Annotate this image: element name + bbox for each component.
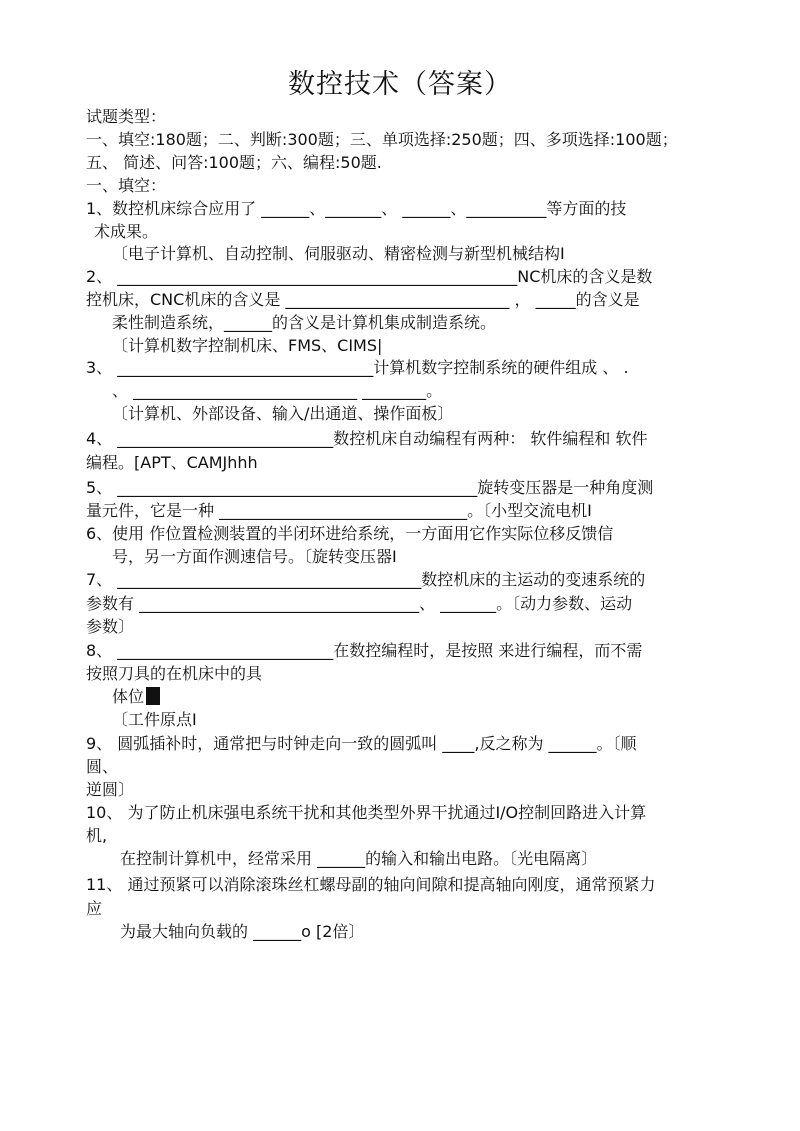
question-types-heading: 试题类型：: [86, 107, 167, 126]
q1-line-2: 术成果。: [94, 222, 159, 241]
q4-line-1: 4、 ___________________________数控机床自动编程有两种： 软件编程和 软件: [86, 429, 648, 448]
q5-line-2: 量元件，它是一种 _______________________________。〔小型交流电机I: [86, 501, 592, 520]
q11-line-1: 11、 通过预紧可以消除滚珠丝杠螺母副的轴向间隙和提高轴向刚度，通常预紧力: [86, 875, 656, 894]
q3-line-2: 、 ____________________________ ________。: [112, 381, 443, 400]
q8-answer: 〔工件原点I: [112, 710, 197, 729]
q10-line-1: 10、 为了防止机床强电系统干扰和其他类型外界干扰通过I/O控制回路进入计算: [86, 803, 647, 822]
q1-line-1: 1、数控机床综合应用了 ______、_______、 ______、__________等方面的技: [86, 199, 627, 218]
q8-line-3-text: 体位: [112, 687, 145, 706]
question-types-line-1: 一、填空:180题；二、判断:300题；三、单项选择:250题；四、多项选择:100题；: [86, 130, 678, 149]
section-heading-fill-blank: 一、填空：: [86, 176, 167, 195]
q11-line-3: 为最大轴向负载的 ______o [2倍〕: [120, 922, 365, 941]
q2-line-3: 柔性制造系统，______的含义是计算机集成制造系统。: [112, 313, 497, 332]
q7-line-3: 参数〕: [86, 617, 135, 636]
q7-line-1: 7、 ______________________________________数控机床的主运动的变速系统的: [86, 570, 646, 589]
q8-line-2: 按照刀具的在机床中的具: [86, 664, 263, 683]
q6-line-1: 6、使用 作位置检测装置的半闭环进给系统，一方面用它作实际位移反馈信: [86, 524, 614, 543]
q7-line-2: 参数有 ___________________________________、 _______。〔动力参数、运动: [86, 594, 633, 613]
q2-line-2: 控机床，CNC机床的含义是 ____________________________ ， _____的含义是: [86, 290, 640, 309]
q10-line-3: 在控制计算机中，经常采用 ______的输入和输出电路。〔光电隔离〕: [120, 849, 598, 868]
black-block-mark: [146, 687, 160, 705]
q9-line-1: 9、 圆弧插补时，通常把与时钟走向一致的圆弧叫 ____,反之称为 ______。〔顺: [86, 734, 637, 753]
q3-line-1: 3、 ________________________________计算机数字控制系统的硬件组成 、 .: [86, 358, 629, 377]
document-title: 数控技术（答案）: [288, 69, 512, 100]
q3-answer: 〔计算机、外部设备、输入/出通道、操作面板〕: [112, 404, 454, 423]
q8-line-1: 8、 ___________________________在数控编程时，是按照 来进行编程，而不需: [86, 641, 643, 660]
q2-line-1: 2、 __________________________________________________NC机床的含义是数: [86, 267, 653, 286]
q2-answer: 〔计算机数字控制机床、FMS、CIMS|: [112, 336, 383, 355]
q5-line-1: 5、 _____________________________________________旋转变压器是一种角度测: [86, 478, 654, 497]
q4-line-2: 编程。[APT、CAMJhhh: [86, 453, 258, 472]
q1-answer: 〔电子计算机、自动控制、伺服驱动、精密检测与新型机械结构I: [112, 244, 565, 263]
q8-line-3: [112, 686, 160, 708]
q11-line-2: 应: [86, 899, 103, 918]
q6-line-2: 号，另一方面作测速信号。〔旋转变压器I: [112, 547, 397, 566]
question-types-line-2: 五、 简述、问答:100题；六、编程:50题.: [86, 153, 382, 172]
q10-line-2: 机,: [86, 826, 108, 845]
q9-line-3: 逆圆〕: [86, 780, 135, 799]
q9-line-2: 圆、: [86, 757, 119, 776]
